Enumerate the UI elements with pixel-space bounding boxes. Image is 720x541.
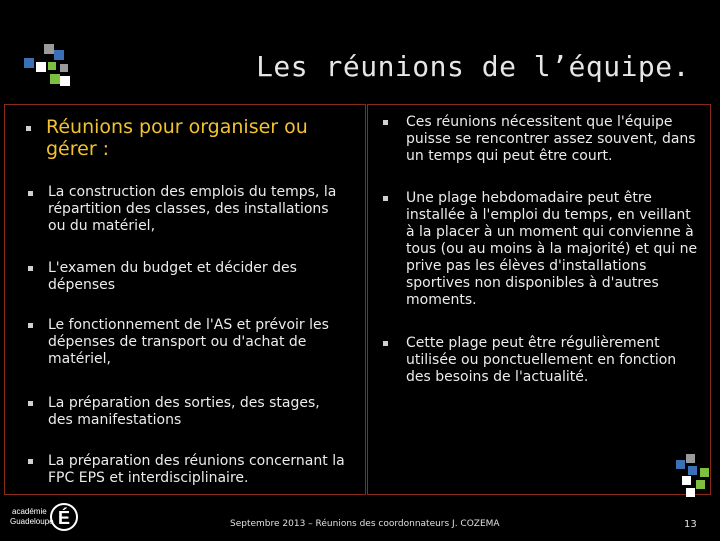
deco-square: [50, 74, 60, 84]
academie-logo: [6, 497, 78, 537]
deco-square: [36, 62, 46, 72]
page-title: Les réunions de l’équipe.: [256, 50, 690, 83]
deco-square: [44, 44, 54, 54]
bullet-icon: [28, 266, 33, 271]
deco-square: [686, 488, 695, 497]
deco-square: [54, 50, 64, 60]
left-heading: Réunions pour organiser ou gérer :: [46, 116, 308, 160]
svg-text:Guadeloupe: Guadeloupe: [10, 517, 54, 526]
left-item-1: La construction des emplois du temps, la répartition des classes, des installations ou du matériel,: [48, 184, 337, 234]
deco-square: [686, 454, 695, 463]
deco-square: [48, 62, 56, 70]
right-item-2: Une plage hebdomadaire peut être installée à l'emploi du temps, en veillant à la placer à un moment qui convienne à tous (ou au moins à la majorité) et qui ne prive pas les élèves d'installations sportives non disponibles à d'autres moments.: [406, 190, 698, 308]
decorative-squares-top: [22, 44, 82, 90]
deco-square: [60, 64, 68, 72]
deco-square: [700, 468, 709, 477]
deco-square: [676, 460, 685, 469]
left-item-2: L'examen du budget et décider des dépenses: [48, 260, 297, 293]
svg-text:É: É: [58, 508, 71, 528]
deco-square: [60, 76, 70, 86]
bullet-icon: [26, 126, 31, 131]
svg-text:académie: académie: [12, 507, 47, 516]
bullet-icon: [383, 341, 388, 346]
decorative-squares-bottom: [672, 454, 712, 500]
bullet-icon: [28, 191, 33, 196]
right-item-3: Cette plage peut être régulièrement utilisée ou ponctuellement en fonction des besoins de l'actualité.: [406, 335, 677, 385]
left-item-4: La préparation des sorties, des stages, des manifestations: [48, 395, 320, 428]
deco-square: [688, 466, 697, 475]
deco-square: [696, 480, 705, 489]
bullet-icon: [28, 459, 33, 464]
right-item-1: Ces réunions nécessitent que l'équipe puisse se rencontrer assez souvent, dans un temps qui peut être court.: [406, 114, 696, 164]
bullet-icon: [383, 120, 388, 125]
page-number: 13: [684, 519, 697, 530]
bullet-icon: [28, 323, 33, 328]
footer-text: Septembre 2013 – Réunions des coordonnateurs J. COZEMA: [230, 519, 500, 529]
bullet-icon: [383, 196, 388, 201]
bullet-icon: [28, 401, 33, 406]
left-item-3: Le fonctionnement de l'AS et prévoir les dépenses de transport ou d'achat de matériel,: [48, 317, 329, 367]
left-panel: [4, 104, 366, 495]
deco-square: [682, 476, 691, 485]
left-item-5: La préparation des réunions concernant la FPC EPS et interdisciplinaire.: [48, 453, 345, 486]
deco-square: [24, 58, 34, 68]
